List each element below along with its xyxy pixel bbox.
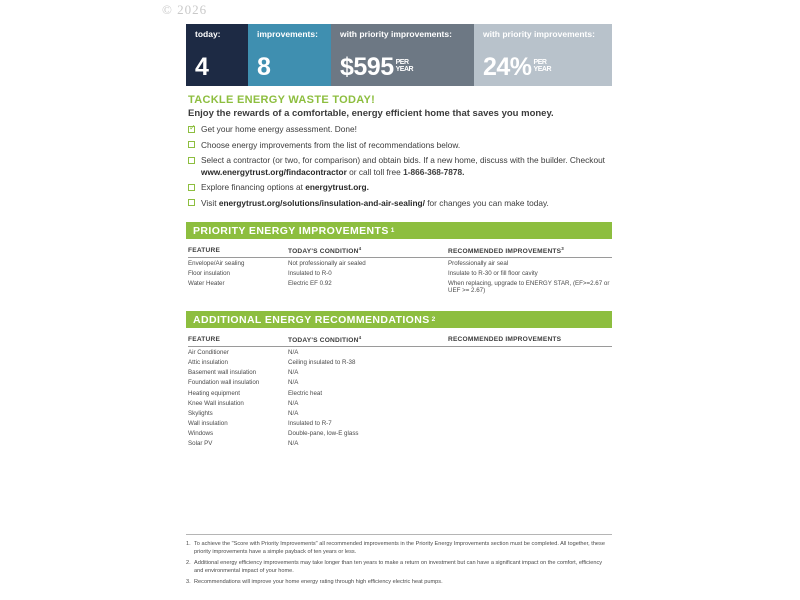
checklist-item[interactable] xyxy=(188,155,613,177)
cell-feature: Heating equipment xyxy=(188,389,240,397)
footnote-number: 1. xyxy=(186,541,191,547)
cell-condition: Electric heat xyxy=(288,389,323,397)
footnote-item xyxy=(186,559,612,575)
score-value-savings xyxy=(340,55,465,80)
score-box-percent xyxy=(474,24,612,86)
cell-condition: N/A xyxy=(288,409,299,417)
cell-feature: Water Heater xyxy=(188,280,225,288)
action-checklist xyxy=(188,124,613,214)
priority-section-header xyxy=(186,222,612,239)
score-label-improvements: improvements: xyxy=(257,29,318,39)
cell-feature: Basement wall insulation xyxy=(188,369,257,377)
score-summary-row xyxy=(186,24,612,86)
cell-feature: Attic insulation xyxy=(188,358,228,366)
table-row xyxy=(188,388,612,398)
column-recommended: RECOMMENDED IMPROVEMENTS xyxy=(448,335,612,347)
checklist-item[interactable] xyxy=(188,140,613,151)
footnote-text: Recommendations will improve your home energy rating through high efficiency electric heat pumps. xyxy=(194,579,443,585)
checklist-item-label: Choose energy improvements from the list of recommendations below. xyxy=(201,139,461,150)
cell-feature: Skylights xyxy=(188,409,213,417)
cell-feature: Windows xyxy=(188,430,214,438)
phone-number: 1-866-368-7878. xyxy=(403,166,465,177)
checkbox-icon[interactable] xyxy=(188,141,195,148)
score-box-improvements xyxy=(248,24,331,86)
score-box-today xyxy=(186,24,248,86)
footnote-item xyxy=(186,578,612,584)
cell-recommended xyxy=(448,439,612,449)
cell-feature: Floor insulation xyxy=(188,269,230,277)
cell-condition: Electric EF 0.92 xyxy=(288,280,332,288)
cell-feature: Envelope/Air sealing xyxy=(188,259,245,267)
additional-recommendations-table xyxy=(188,335,612,449)
cell-condition: N/A xyxy=(288,348,299,356)
table-header-row xyxy=(188,335,612,347)
cell-recommended: Professionally air seal xyxy=(448,259,509,267)
priority-section-title: PRIORITY ENERGY IMPROVEMENTS xyxy=(193,224,389,237)
cell-condition: Double-pane, low-E glass xyxy=(288,430,359,438)
table-row xyxy=(188,279,612,296)
column-recommended: RECOMMENDED IMPROVEMENTS$^3$ xyxy=(448,246,612,258)
cell-recommended xyxy=(448,378,612,388)
percent-amount: 24% xyxy=(483,53,532,81)
cell-condition: N/A xyxy=(288,399,299,407)
priority-improvements-table xyxy=(188,246,612,296)
score-label-percent: with priority improvements: xyxy=(483,29,595,39)
table-header-row xyxy=(188,246,612,258)
footnote-item xyxy=(186,540,612,556)
score-value-improvements: 8 xyxy=(257,53,271,81)
checkbox-icon[interactable] xyxy=(188,199,195,206)
cell-recommended xyxy=(448,429,612,439)
savings-unit: PER YEAR xyxy=(395,59,414,74)
priority-section-footnote-ref: 1 xyxy=(390,227,395,234)
savings-amount: $595 xyxy=(340,53,394,81)
checkbox-checked-icon[interactable] xyxy=(188,126,195,133)
footnote-text: To achieve the "Score with Priority Improvements" all recommended improvements in the Priority Energy Improvements section must be completed. All together, these priority improvements have a simple payback of ten years or less. xyxy=(194,541,605,556)
cell-recommended xyxy=(448,347,612,358)
cell-condition: N/A xyxy=(288,440,299,448)
tackle-title: TACKLE ENERGY WASTE TODAY! xyxy=(188,94,376,106)
cell-recommended: Insulate to R-30 or fill floor cavity xyxy=(448,269,538,277)
cell-condition: N/A xyxy=(288,379,299,387)
checklist-item-label: Select a contractor (or two, for comparison) and obtain bids. If a new home, discuss with the builder. Checkout www.energytrust.org/findacontractor or call toll free 1-866-368-7878. xyxy=(201,155,605,177)
percent-unit: PER YEAR xyxy=(533,59,551,74)
column-condition: TODAY'S CONDITION$^4$ xyxy=(288,335,448,347)
cell-condition: Ceiling insulated to R-38 xyxy=(288,358,356,366)
cell-recommended: When replacing, upgrade to ENERGY STAR, (EF>=2.67 or UEF >= 2.67) xyxy=(448,280,610,295)
checklist-item-label: Get your home energy assessment. Done! xyxy=(201,124,357,134)
cell-condition: Not professionally air sealed xyxy=(288,259,366,267)
footnotes xyxy=(186,534,612,587)
insulation-link[interactable]: energytrust.org/solutions/insulation-and-air-sealing/ xyxy=(218,197,425,208)
cell-recommended xyxy=(448,398,612,408)
cell-condition: Insulated to R-7 xyxy=(288,420,332,428)
cell-feature: Wall insulation xyxy=(188,420,228,428)
table-row xyxy=(188,378,612,388)
table-row xyxy=(188,398,612,408)
tackle-subtitle: Enjoy the rewards of a comfortable, energy efficient home that saves you money. xyxy=(188,108,554,119)
cell-recommended xyxy=(448,388,612,398)
checklist-item[interactable] xyxy=(188,124,613,135)
table-row xyxy=(188,368,612,378)
score-label-savings: with priority improvements: xyxy=(340,29,452,39)
additional-section-title: ADDITIONAL ENERGY RECOMMENDATIONS xyxy=(193,313,430,326)
contractor-link[interactable]: www.energytrust.org/findacontractor xyxy=(201,166,347,177)
cell-feature: Solar PV xyxy=(188,440,213,448)
footnote-text: Additional energy efficiency improvements may take longer than ten years to make a return on investment but can have a significant impact on the comfort, efficiency and environmental impact of your home. xyxy=(194,560,603,575)
table-row xyxy=(188,347,612,358)
table-row xyxy=(188,429,612,439)
energytrust-link[interactable]: energytrust.org. xyxy=(305,182,369,193)
cell-feature: Air Conditioner xyxy=(188,348,229,356)
table-row xyxy=(188,439,612,449)
cell-recommended xyxy=(448,408,612,418)
column-feature: FEATURE xyxy=(188,335,288,347)
table-row xyxy=(188,419,612,429)
checklist-item[interactable] xyxy=(188,182,613,193)
footnote-number: 3. xyxy=(186,579,191,585)
cell-feature: Knee Wall insulation xyxy=(188,399,244,407)
checklist-item-label: Visit energytrust.org/solutions/insulation-and-air-sealing/ for changes you can make today. xyxy=(201,197,549,208)
table-row xyxy=(188,268,612,278)
cell-feature: Foundation wall insulation xyxy=(188,379,260,387)
column-condition: TODAY'S CONDITION$^4$ xyxy=(288,246,448,258)
checkbox-icon[interactable] xyxy=(188,184,195,191)
column-feature: FEATURE xyxy=(188,246,288,258)
cell-condition: N/A xyxy=(288,369,299,377)
cell-recommended xyxy=(448,419,612,429)
checklist-item-label: Explore financing options at energytrust.org. xyxy=(201,182,369,193)
additional-section-footnote-ref: 2 xyxy=(431,316,436,323)
score-value-percent xyxy=(483,55,603,80)
score-value-today: 4 xyxy=(195,53,209,81)
checklist-item[interactable] xyxy=(188,198,613,209)
score-box-savings xyxy=(331,24,474,86)
table-row xyxy=(188,408,612,418)
additional-section-header xyxy=(186,311,612,328)
cell-condition: Insulated to R-0 xyxy=(288,269,332,277)
footnote-number: 2. xyxy=(186,560,191,567)
cell-recommended xyxy=(448,368,612,378)
table-row xyxy=(188,258,612,269)
score-label-today: today: xyxy=(195,29,221,39)
copyright-watermark: © 2026 xyxy=(162,2,208,17)
cell-recommended xyxy=(448,357,612,367)
table-row xyxy=(188,357,612,367)
checkbox-icon[interactable] xyxy=(188,157,195,164)
